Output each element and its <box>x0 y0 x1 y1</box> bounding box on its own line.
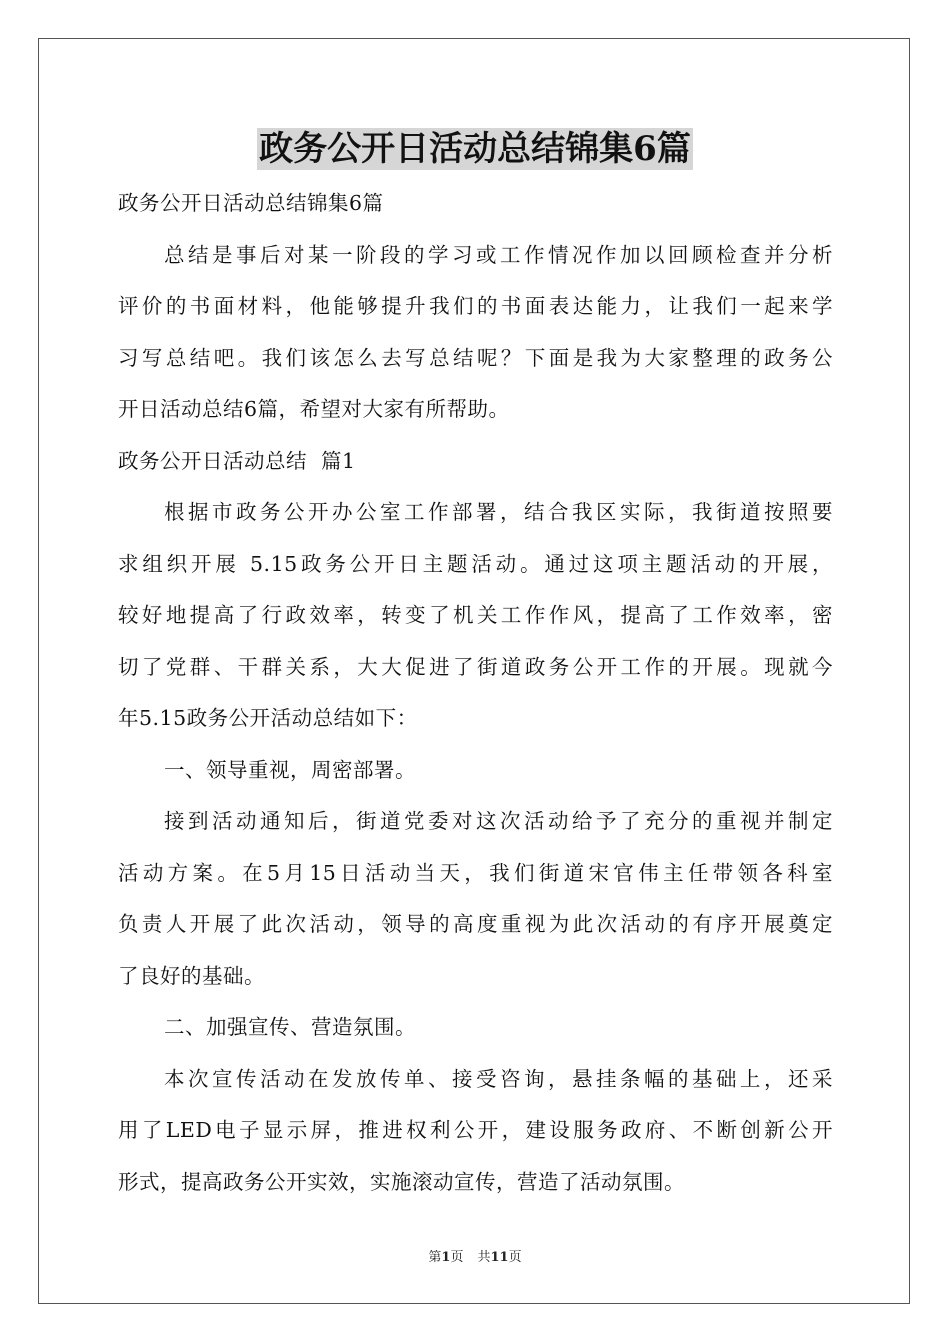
paragraph-line: 本次宣传活动在发放传单、接受咨询，悬挂条幅的基础上，还采 <box>164 1066 833 1091</box>
document-title: 政务公开日活动总结锦集6篇 <box>259 129 691 169</box>
paragraph-line: 年5.15政务公开活动总结如下： <box>118 706 418 730</box>
paragraph-line: 负责人开展了此次活动，领导的高度重视为此次活动的有序开展奠定 <box>118 912 833 936</box>
paragraph-line: 了良好的基础。 <box>118 963 265 988</box>
document-subtitle: 政务公开日活动总结锦集6篇 <box>118 191 384 215</box>
paragraph-line: 形式，提高政务公开实效，实施滚动宣传，营造了活动氛围。 <box>118 1169 685 1194</box>
paragraph-line: 用了LED电子显示屏，推进权利公开，建设服务政府、不断创新公开 <box>118 1118 833 1142</box>
paragraph-line: 切了党群、干群关系，大大促进了街道政务公开工作的开展。现就今 <box>118 654 833 679</box>
paragraph-line: 接到活动通知后，街道党委对这次活动给予了充分的重视并制定 <box>164 809 833 833</box>
total-prefix: 共 <box>477 1250 491 1265</box>
paragraph-line: 根据市政务公开办公室工作部署，结合我区实际，我街道按照要 <box>164 500 833 524</box>
document-body <box>118 178 833 1208</box>
paragraph-1 <box>118 487 833 745</box>
intro-paragraph <box>118 230 833 436</box>
paragraph-line: 较好地提高了行政效率，转变了机关工作作风，提高了工作效率，密 <box>118 603 833 627</box>
paragraph-line: 总结是事后对某一阶段的学习或工作情况作加以回顾检查并分析 <box>164 242 833 267</box>
paragraph-line: 活动方案。在5月15日活动当天，我们街道宋官伟主任带领各科室 <box>118 860 833 885</box>
paragraph-line: 评价的书面材料，他能够提升我们的书面表达能力，让我们一起来学 <box>118 294 833 318</box>
page-footer <box>0 1246 950 1265</box>
total-suffix: 页 <box>508 1250 522 1265</box>
subheading-2: 二、加强宣传、营造氛围。 <box>164 1015 416 1039</box>
page-total: 11 <box>490 1250 509 1265</box>
paragraph-line: 开日活动总结6篇，希望对大家有所帮助。 <box>118 397 510 421</box>
paragraph-line: 习写总结吧。我们该怎么去写总结呢？下面是我为大家整理的政务公 <box>118 345 833 370</box>
title-wrap <box>0 128 950 170</box>
page-current: 1 <box>441 1250 451 1265</box>
subheading-1: 一、领导重视，周密部署。 <box>164 757 416 782</box>
paragraph-line: 求组织开展 5.15政务公开日主题活动。通过这项主题活动的开展， <box>118 551 833 576</box>
paragraph-2 <box>118 796 833 1002</box>
page-prefix: 第 <box>428 1250 442 1265</box>
page-suffix: 页 <box>450 1250 464 1265</box>
section-heading: 政务公开日活动总结 篇1 <box>118 448 356 473</box>
paragraph-3 <box>118 1054 833 1209</box>
